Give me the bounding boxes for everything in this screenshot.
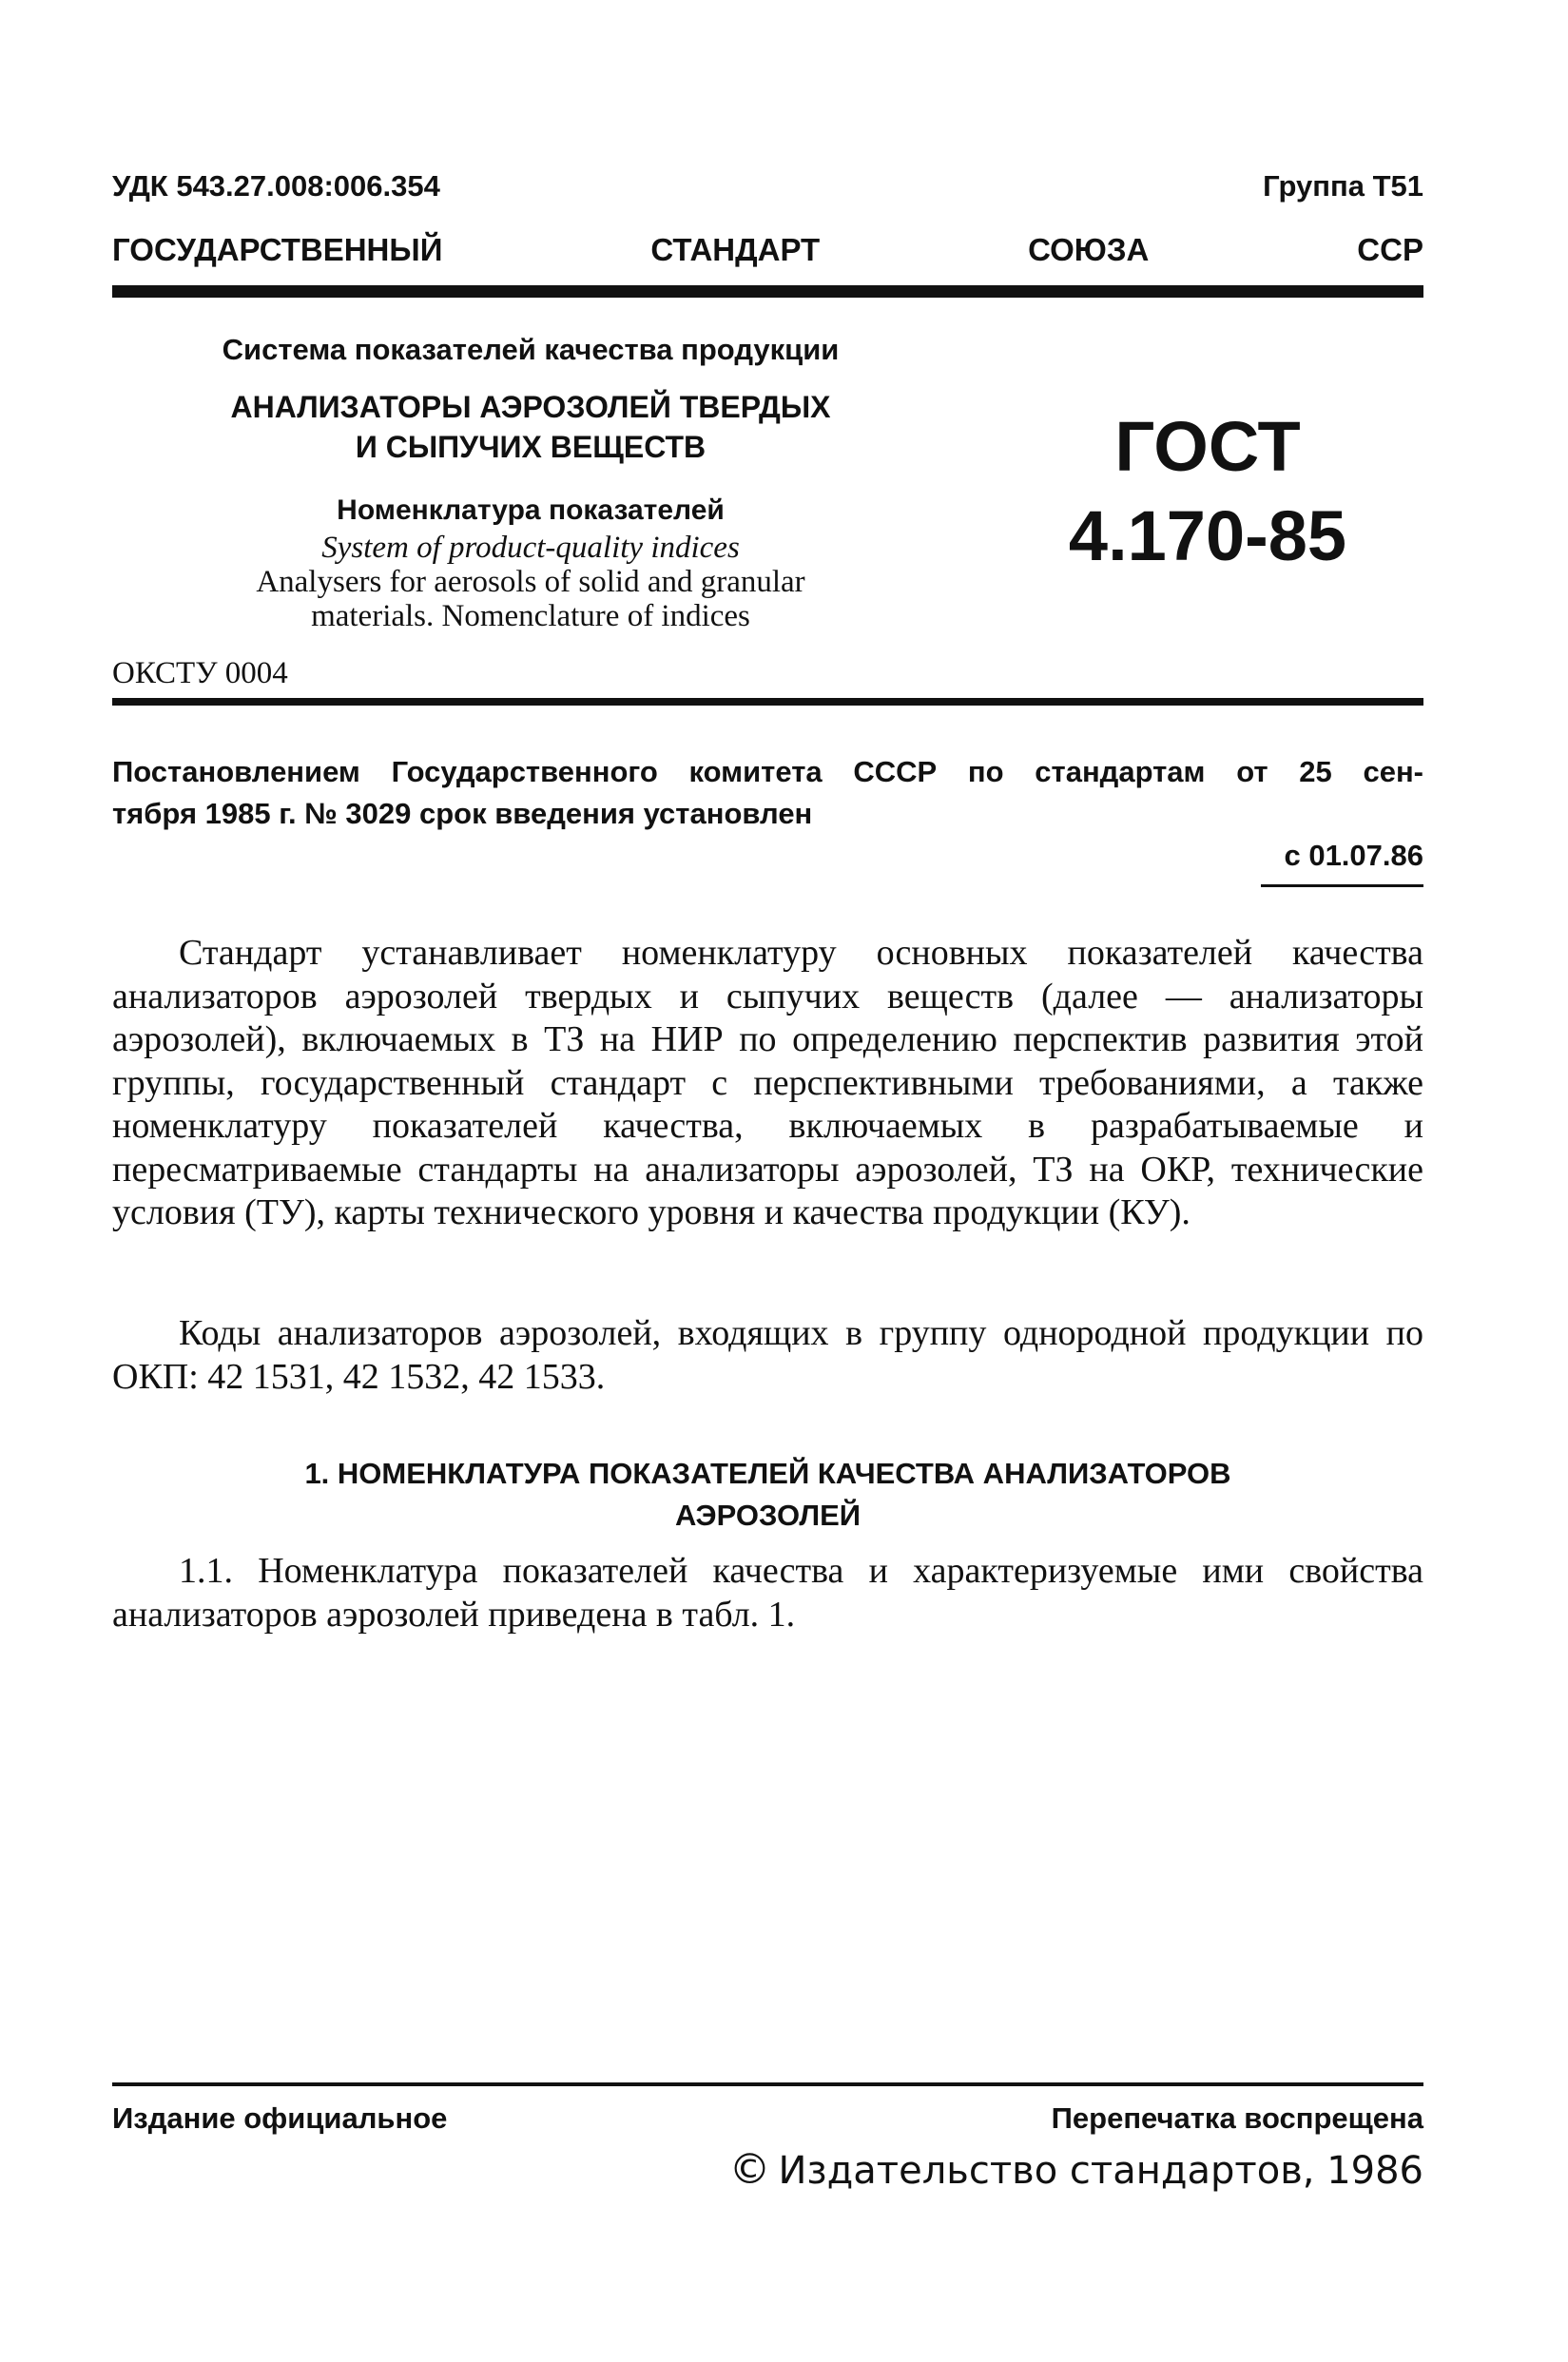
doc-title-line-2: И СЫПУЧИХ ВЕЩЕСТВ [355, 430, 707, 464]
section-1-heading [112, 1453, 1423, 1537]
decree-line-2: тября 1985 г. № 3029 срок введения установлен [112, 797, 813, 830]
decree-line-1: Постановлением Государственного комитета СССР по стандартам от 25 сен- [112, 755, 1423, 788]
doc-title-line-1: АНАЛИЗАТОРЫ АЭРОЗОЛЕЙ ТВЕРДЫХ [230, 390, 831, 424]
english-title-line-2: Analysers for aerosols of solid and granular [256, 565, 805, 599]
english-title-line-1: System of product-quality indices [321, 531, 740, 565]
official-edition-note: Издание официальное [112, 2101, 448, 2135]
english-title-line-3: materials. Nomenclature of indices [311, 599, 750, 633]
gost-label: ГОСТ [1114, 407, 1301, 486]
section-1-heading-line-1: 1. НОМЕНКЛАТУРА ПОКАЗАТЕЛЕЙ КАЧЕСТВА АНАЛИЗАТОРОВ [304, 1457, 1231, 1490]
middle-rule [112, 698, 1423, 706]
reprint-prohibited-note: Перепечатка воспрещена [1051, 2101, 1423, 2135]
paragraph-1-1: 1.1. Номенклатура показателей качества и характеризуемые ими свойства анализаторов аэрозолей приведена в табл. 1. [112, 1551, 1423, 1635]
footer-rule [112, 2082, 1423, 2086]
heading-word-4: ССР [1357, 232, 1423, 267]
decree-text [112, 751, 1423, 835]
okstu-code: ОКСТУ 0004 [112, 656, 288, 690]
heading-word-3: СОЮЗА [1028, 232, 1150, 267]
gost-number: 4.170-85 [1068, 496, 1347, 575]
section-1-heading-line-2: АЭРОЗОЛЕЙ [674, 1499, 861, 1532]
heading-word-2: СТАНДАРТ [650, 232, 821, 267]
system-title: Система показателей качества продукции [222, 333, 840, 366]
state-standard-heading [112, 232, 1423, 274]
paragraph-codes: Коды анализаторов аэрозолей, входящих в группу однородной продукции по ОКП: 42 1531, 42 1532, 42 1533. [112, 1313, 1423, 1397]
top-rule [112, 285, 1423, 298]
publisher-line [728, 2145, 1423, 2194]
nomenclature-subtitle: Номенклатура показателей [337, 494, 725, 526]
date-underline [1261, 884, 1423, 887]
introduction-date: с 01.07.86 [1284, 839, 1423, 872]
copyright-icon: © [728, 2145, 771, 2194]
publisher-name: Издательство стандартов, 1986 [778, 2149, 1423, 2193]
paragraph-scope: Стандарт устанавливает номенклатуру основных показателей качества анализаторов аэрозолей твердых и сыпучих веществ (далее — анализаторы аэрозолей), включаемых в ТЗ на НИР по определению перспектив развития этой группы, государственный стандарт с перспективными требованиями, а также номенклатуру показателей качества, включаемых в разрабатываемые и пересматриваемые стандарты на анализаторы аэрозолей, ТЗ на ОКР, технические условия (ТУ), карты технического уровня и качества продукции (КУ). [112, 933, 1423, 1232]
heading-word-1: ГОСУДАРСТВЕННЫЙ [112, 232, 443, 267]
group-code: Группа Т51 [1263, 169, 1423, 203]
udk-code: УДК 543.27.008:006.354 [112, 169, 440, 203]
